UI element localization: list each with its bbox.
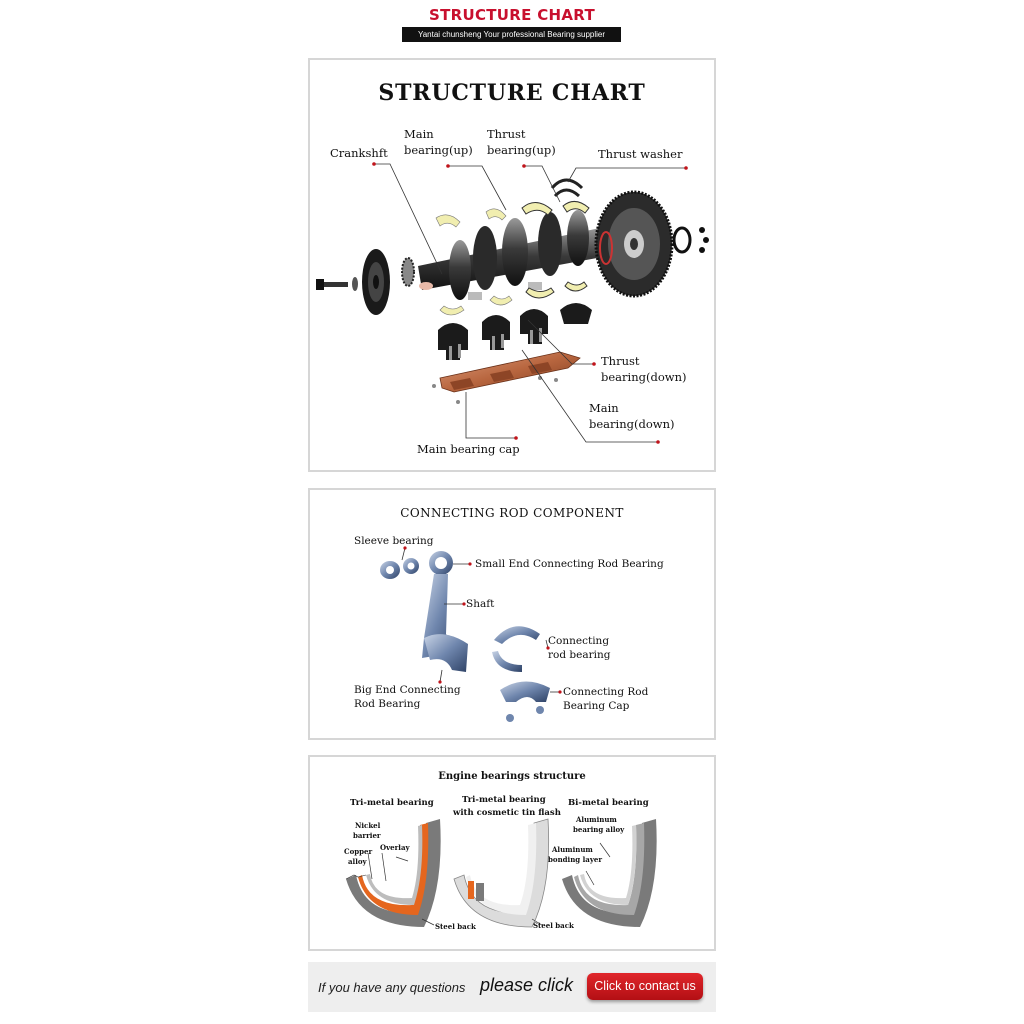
label-copper-line1: Copper: [344, 847, 373, 856]
label-sleeve-bearing: Sleeve bearing: [354, 535, 434, 547]
label-al-bond-line2: bonding layer: [548, 855, 603, 864]
label-connecting-rod-bearing-line2: rod bearing: [548, 649, 611, 661]
label-al-bond-line1: Aluminum: [552, 845, 593, 854]
contact-us-button[interactable]: Click to contact us: [587, 973, 703, 1000]
label-thrust-bearing-up-line1: Thrust: [487, 127, 526, 141]
engine-bearings-panel: [308, 755, 716, 951]
contact-bar: [308, 962, 716, 1012]
label-overlay: Overlay: [380, 843, 410, 852]
label-main-bearing-cap: Main bearing cap: [417, 442, 520, 456]
header-title: STRUCTURE CHART: [429, 6, 595, 24]
label-crankshaft: Crankshft: [330, 146, 388, 160]
label-main-bearing-up-line1: Main: [404, 127, 434, 141]
label-tri-metal: Tri-metal bearing: [350, 798, 434, 808]
bi-metal-bearing-graphic: [562, 819, 657, 927]
label-al-alloy-line2: bearing alloy: [573, 825, 625, 834]
label-thrust-bearing-down-line1: Thrust: [601, 354, 640, 368]
connecting-rod-panel: [308, 488, 716, 740]
label-main-bearing-down-line1: Main: [589, 401, 619, 415]
label-copper-line2: alloy: [348, 857, 367, 866]
crankshaft-structure-panel: [308, 58, 716, 472]
label-shaft: Shaft: [466, 598, 495, 610]
label-thrust-bearing-down-line2: bearing(down): [601, 370, 687, 384]
connecting-rod-title: CONNECTING ROD COMPONENT: [400, 506, 624, 520]
label-nickel-line2: barrier: [353, 831, 381, 840]
label-small-end-bearing: Small End Connecting Rod Bearing: [475, 558, 664, 570]
label-thrust-washer: Thrust washer: [598, 147, 683, 161]
label-al-alloy-line1: Aluminum: [576, 815, 617, 824]
label-steel-back-1: Steel back: [435, 922, 476, 931]
label-nickel-line1: Nickel: [355, 821, 381, 830]
label-connecting-rod-bearing-line1: Connecting: [548, 635, 610, 647]
crankshaft-exploded-illustration: [310, 60, 714, 470]
label-cap-line2: Bearing Cap: [563, 700, 630, 712]
label-tri-flash-line2: with cosmetic tin flash: [453, 808, 561, 818]
structure-chart-title: STRUCTURE CHART: [378, 80, 646, 106]
label-big-end-line1: Big End Connecting: [354, 684, 461, 696]
label-main-bearing-down-line2: bearing(down): [589, 417, 675, 431]
header-subtitle: Yantai chunsheng Your professional Bearing supplier: [402, 27, 621, 42]
label-steel-back-2: Steel back: [533, 921, 574, 930]
label-bi-metal: Bi-metal bearing: [568, 798, 649, 808]
contact-question: If you have any questions: [318, 980, 466, 995]
contact-prompt: please click: [480, 975, 574, 995]
label-cap-line1: Connecting Rod: [563, 686, 649, 698]
label-thrust-bearing-up-line2: bearing(up): [487, 143, 556, 157]
tri-metal-tin-flash-bearing-graphic: [454, 819, 549, 927]
engine-bearings-title: Engine bearings structure: [438, 771, 586, 782]
label-big-end-line2: Rod Bearing: [354, 698, 421, 710]
label-main-bearing-up-line2: bearing(up): [404, 143, 473, 157]
label-tri-flash-line1: Tri-metal bearing: [462, 795, 546, 805]
